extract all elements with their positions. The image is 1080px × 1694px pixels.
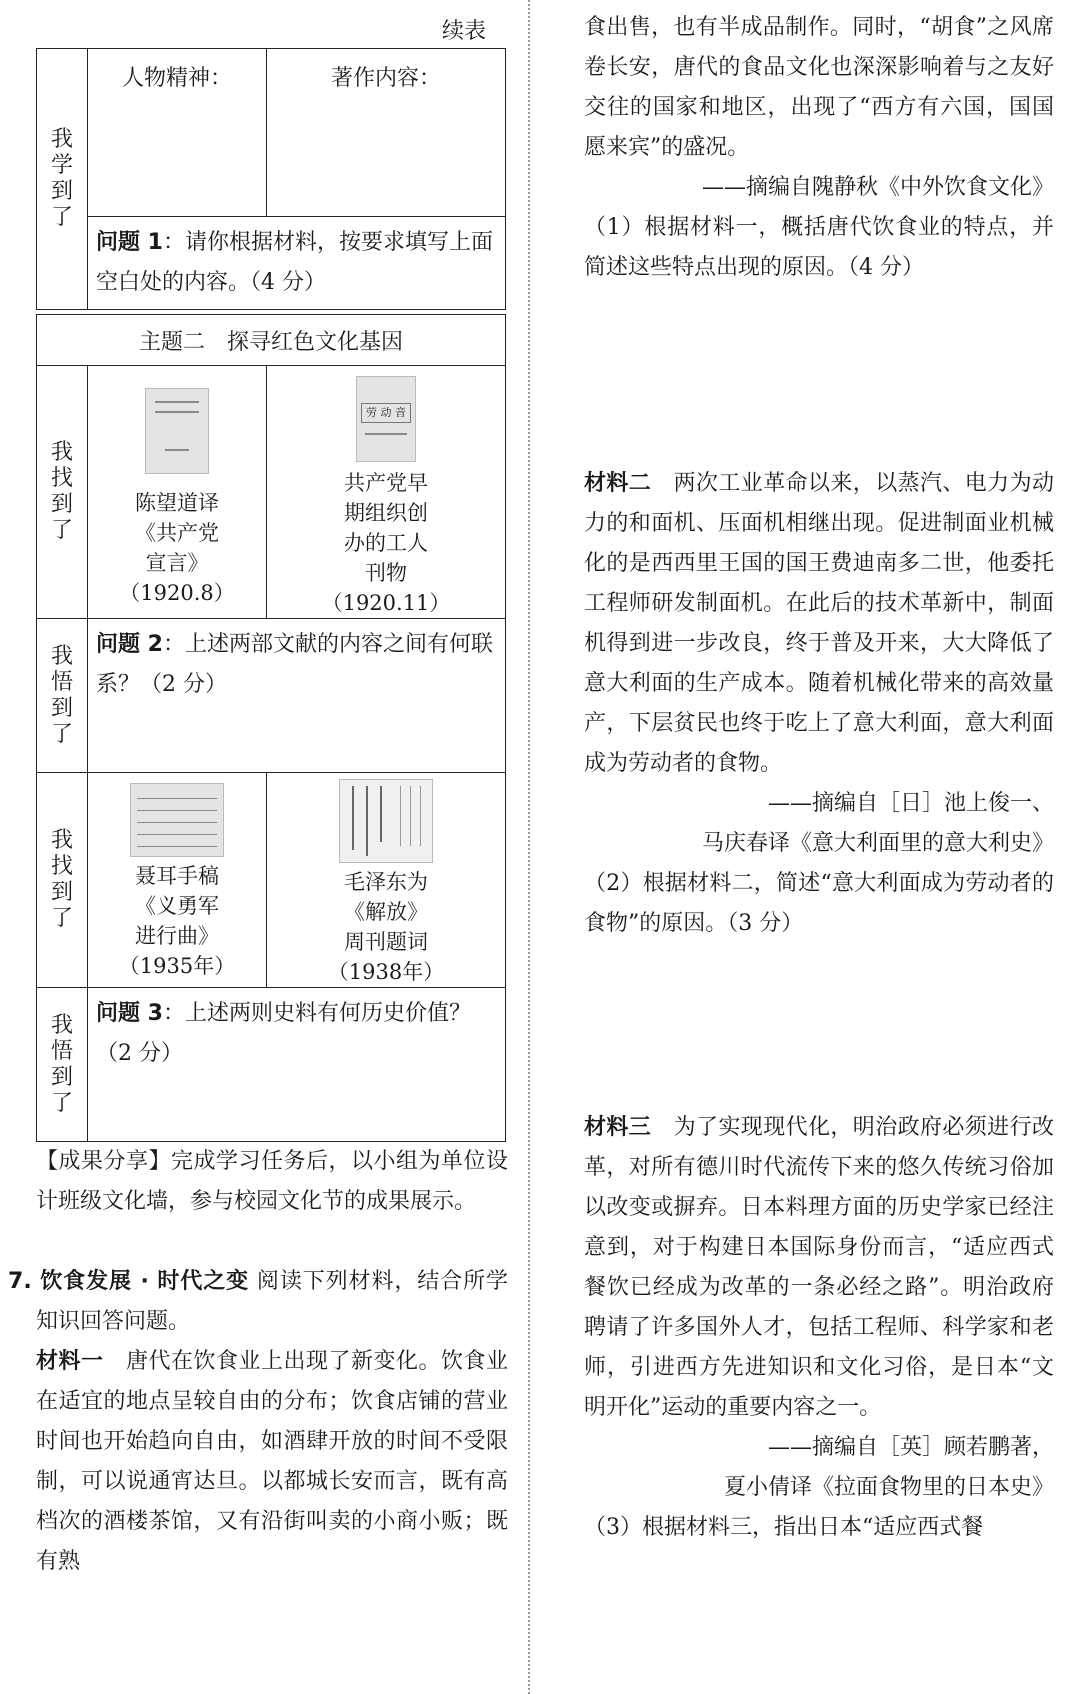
table-theme-two [36,314,506,1142]
side-label-learned: 我 学 到 了 [37,49,88,310]
question-number: 7 [8,1269,24,1294]
caption-line: 办的工人 [344,531,428,555]
continued-label: 续表 [442,19,487,44]
journal-title-badge: 劳 动 音 [361,403,411,423]
table-learned [36,48,506,310]
material-three-text: 为了实现现代化，明治政府必须进行改革，对所有德川时代流传下来的悠久传统习俗加以改变或摒弃。日本料理方面的历史学家已经注意到，对于构建日本国际身份而言，“适应西式餐饮已经成为改革的一条必经之路”。明治政府聘请了许多国外人才，包括工程师、科学家和老师，引进西方先进知识和文化习俗，是日本“文明开化”运动的重要内容之一。 [584,1115,1054,1420]
question-2: 问题 2：上述两部文献的内容之间有何联系？（2 分） [88,619,506,773]
caption-line: 进行曲》 [135,924,219,948]
material-three-label: 材料三 [584,1115,652,1140]
caption-line: 《义勇军 [135,894,219,918]
caption-line: 《共产党 [135,521,219,545]
item-inscription [267,773,506,988]
caption-line: 聂耳手稿 [135,864,219,888]
column-divider [528,0,530,1694]
caption-line: （1935年） [118,954,236,978]
material-two-label: 材料二 [584,471,652,496]
question-7-1: （1）根据材料一，概括唐代饮食业的特点，并简述这些特点出现的原因。（4 分） [584,215,1054,280]
item-communist-manifesto [88,366,267,619]
question-7-heading: 7. 饮食发展 · 时代之变 阅读下列材料，结合所学知识回答问题。 [8,1269,508,1334]
material-one-label: 材料一 [36,1349,104,1374]
material-three-source-1: ——摘编自［英］顾若鹏著， [767,1435,1054,1460]
question-7-title: 饮食发展 · 时代之变 [40,1269,250,1294]
material-two-source-1: ——摘编自［日］池上俊一、 [767,791,1054,816]
caption-line: （1938年） [327,960,445,984]
material-two-source-2: 马庆春译《意大利面里的意大利史》 [701,831,1054,856]
inscription-image [339,779,433,863]
work-content-cell[interactable]: 著作内容： [267,49,506,217]
side-label-found-2: 我 找 到 了 [37,773,88,988]
question-7-intro: 阅读下列材料，结合所学知识回答问题。 [36,1269,508,1334]
question-1: 问题 1：请你根据材料，按要求填写上面空白处的内容。（4 分） [88,217,506,310]
theme-two-title: 主题二 探寻红色文化基因 [37,315,506,366]
question-3: 问题 3：上述两则史料有何历史价值？（2 分） [88,988,506,1142]
item-march-manuscript [88,773,267,988]
material-three [584,1108,1054,1548]
material-two-text: 两次工业革命以来，以蒸汽、电力为动力的和面机、压面机相继出现。促进制面业机械化的是西西里王国的国王费迪南多二世，他委托工程师研发制面机。在此后的技术革新中，制面机得到进一步改良，终于普及开来，大大降低了意大利面的生产成本。随着机械化带来的高效量产，下层贫民也终于吃上了意大利面，意大利面成为劳动者的食物。 [584,471,1054,776]
question-7-3: （3）根据材料三，指出日本“适应西式餐 [584,1515,984,1540]
side-label-realized-2: 我 悟 到 了 [37,988,88,1142]
question-7-2: （2）根据材料二，简述“意大利面成为劳动者的食物”的原因。（3 分） [584,871,1054,936]
caption-line: 期组织创 [344,501,428,525]
material-one-continued: 食出售，也有半成品制作。同时，“胡食”之风席卷长安，唐代的食品文化也深深影响着与之友好交往的国家和地区，出现了“西方有六国，国国愿来宾”的盛况。 ——摘编自隗静秋《中外饮食文化》 （1）根据材料一，概括唐代饮食业的特点，并简述这些特点出现的原因。（4 分） [584,8,1054,288]
caption-line: 刊物 [365,561,407,585]
material-one [36,1342,508,1582]
material-two [584,464,1054,944]
caption-line: 宣言》 [145,551,209,575]
caption-line: （1920.8） [119,581,235,605]
material-one-source: ——摘编自隗静秋《中外饮食文化》 [701,175,1054,200]
result-sharing: 【成果分享】完成学习任务后，以小组为单位设计班级文化墙，参与校园文化节的成果展示。 [36,1149,508,1214]
caption-line: 陈望道译 [135,491,219,515]
labor-journal-cover-image [356,376,416,462]
side-label-realized-1: 我 悟 到 了 [37,619,88,773]
manuscript-image [130,783,224,857]
material-three-source-2: 夏小倩译《拉面食物里的日本史》 [723,1475,1054,1500]
manifesto-cover-image [145,388,209,474]
caption-line: 周刊题词 [344,930,428,954]
caption-line: 共产党早 [344,471,428,495]
caption-line: （1920.11） [321,591,451,615]
caption-line: 毛泽东为 [344,870,428,894]
character-spirit-cell[interactable]: 人物精神： [88,49,267,217]
material-one-text-left: 唐代在饮食业上出现了新变化。饮食业在适宜的地点呈较自由的分布；饮食店铺的营业时间也开始趋向自由，如酒肆开放的时间不受限制，可以说通宵达旦。以都城长安而言，既有高档次的酒楼茶馆，又有沿街叫卖的小商小贩；既有熟 [36,1349,508,1574]
item-labor-journal [267,366,506,619]
side-label-found-1: 我 找 到 了 [37,366,88,619]
caption-line: 《解放》 [344,900,428,924]
